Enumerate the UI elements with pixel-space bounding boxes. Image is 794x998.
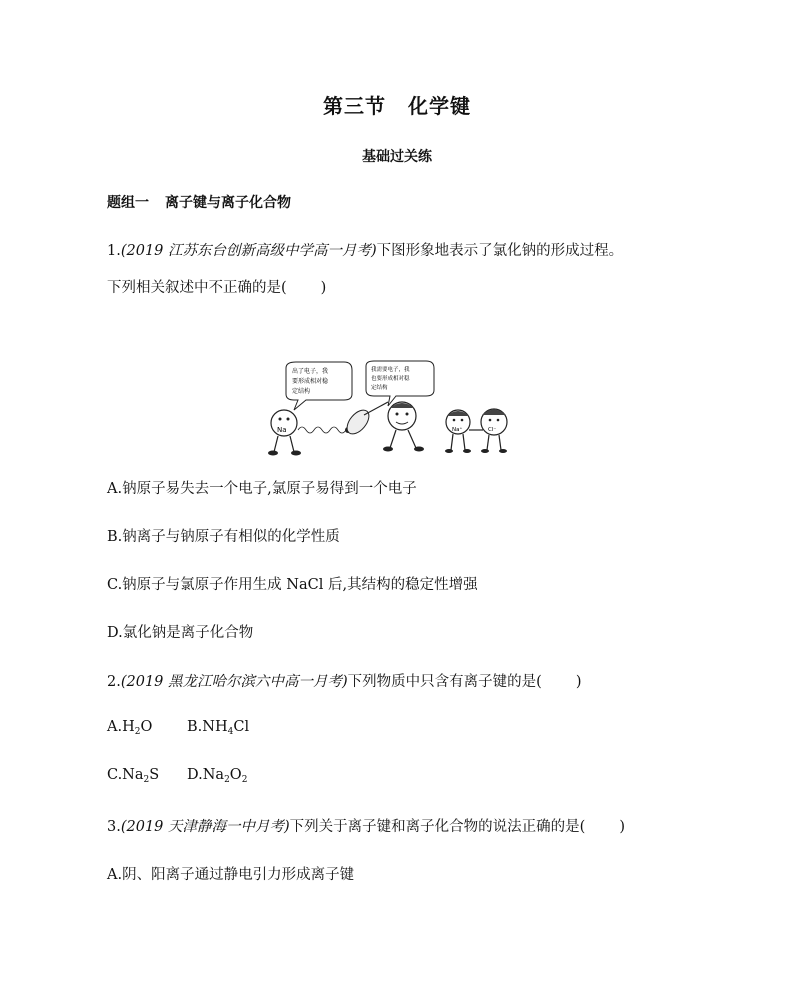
bubble1-line2: 要形成相对稳 <box>292 378 329 385</box>
svg-text:Na: Na <box>277 426 287 434</box>
butterfly-net <box>343 402 388 438</box>
q3-option-a: A.阴、阳离子通过静电引力形成离子键 <box>107 867 355 883</box>
q2-option-a: $A.H_2O$ <box>107 719 153 737</box>
bubble2-line2: 也要形成相对稳 <box>371 376 410 382</box>
section-label: 题组一 <box>107 195 149 211</box>
q2-stem: 2.(2019 黑龙江哈尔滨六中高一月考)下列物质中只含有离子键的是( ) <box>107 674 582 690</box>
nacl-formation-figure <box>266 360 536 460</box>
page-subtitle: 基础过关练 <box>362 149 432 165</box>
q2-option-b: $B.NH_4Cl$ <box>187 719 250 737</box>
q1-stem-line1: 1.(2019 江苏东台创新高级中学高一月考)下图形象地表示了氯化钠的形成过程。 <box>107 243 624 259</box>
q1-option-d: D.氯化钠是离子化合物 <box>107 625 254 641</box>
q2-option-d: $D.Na_2O_2$ <box>187 767 248 785</box>
bubble2-line3: 定结构 <box>371 385 388 391</box>
q3-source: (2019 天津静海一中月考) <box>120 819 290 835</box>
svg-text:Na⁺: Na⁺ <box>452 427 463 433</box>
na-ion-character <box>445 410 471 453</box>
q1-option-a: A.钠原子易失去一个电子,氯原子易得到一个电子 <box>107 481 417 497</box>
bubble1-line3: 定结构 <box>292 388 311 395</box>
section-name: 离子键与离子化合物 <box>165 195 291 211</box>
page-title <box>0 90 794 119</box>
bubble2-line1: 我需要电子，我 <box>371 367 410 373</box>
q1-stem-line2: 下列相关叙述中不正确的是( ) <box>107 280 327 296</box>
q2-source: (2019 黑龙江哈尔滨六中高一月考) <box>120 674 348 690</box>
q1-option-b: B.钠离子与钠原子有相似的化学性质 <box>107 529 340 545</box>
q3-stem: 3.(2019 天津静海一中月考)下列关于离子键和离子化合物的说法正确的是( ) <box>107 819 625 835</box>
title-topic: 化学键 <box>408 94 471 118</box>
title-section-number: 第三节 <box>323 94 386 118</box>
bubble1-line1: 出了电子，我 <box>292 368 329 375</box>
svg-text:Cl⁻: Cl⁻ <box>488 427 497 433</box>
section-heading <box>107 192 291 212</box>
cl-atom-character <box>383 402 424 452</box>
q2-options-row1 <box>107 719 249 735</box>
q1-source: (2019 江苏东台创新高级中学高一月考) <box>120 243 377 259</box>
q2-option-c: $C.Na_2S$ <box>107 767 160 785</box>
na-atom-character <box>268 410 301 456</box>
q2-options-row2 <box>107 767 247 783</box>
electron-spring <box>298 427 346 433</box>
q1-option-c: C.钠原子与氯原子作用生成 NaCl 后,其结构的稳定性增强 <box>107 577 478 593</box>
cl-ion-character <box>481 409 507 453</box>
